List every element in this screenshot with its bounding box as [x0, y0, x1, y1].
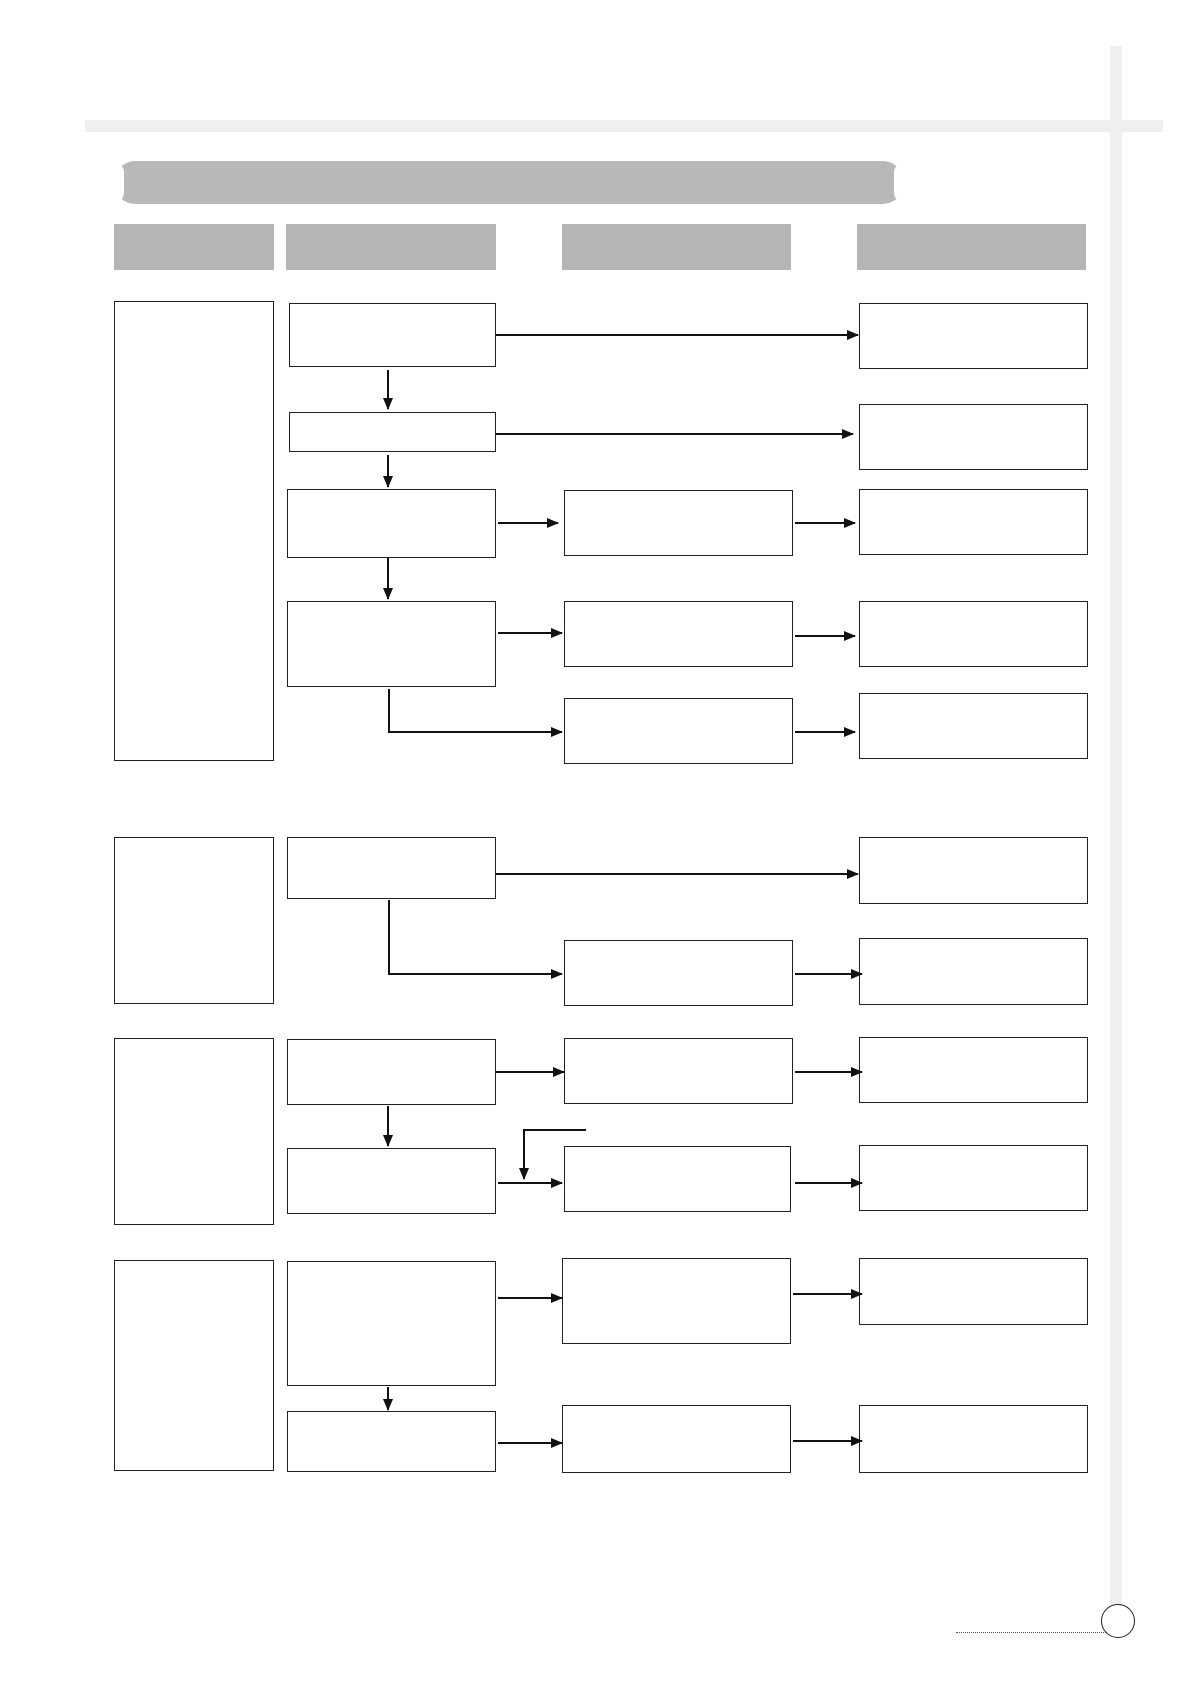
page-number-leader	[956, 1632, 1110, 1633]
arrow	[389, 689, 562, 732]
arrow	[524, 1130, 586, 1179]
arrow	[389, 900, 562, 974]
page-number-circle	[1101, 1604, 1135, 1638]
